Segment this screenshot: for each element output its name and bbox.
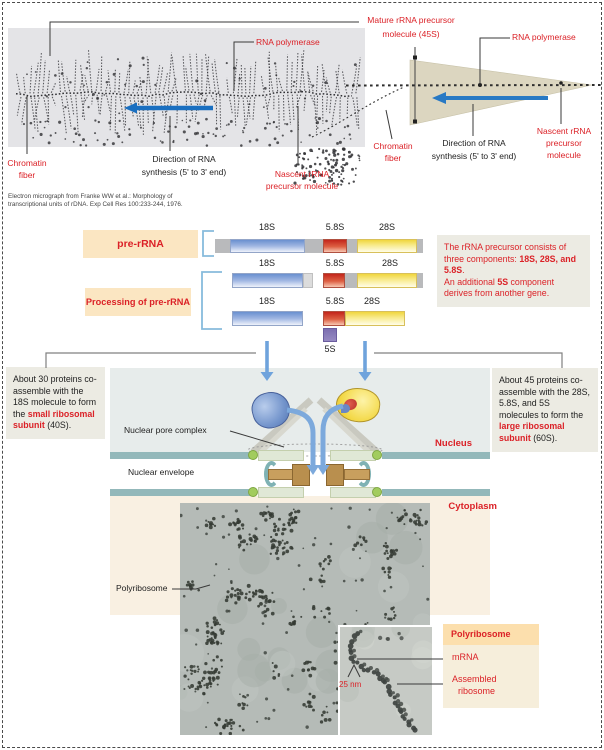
direction-label-left <box>128 153 240 178</box>
pore-granule-top-left <box>248 450 258 460</box>
note-text-3: An additional <box>444 276 498 287</box>
nuclear-pore-complex-label: Nuclear pore complex <box>124 425 207 435</box>
pore-plate-top-right <box>330 450 376 461</box>
seg-label-18s-row2: 18S <box>258 258 276 268</box>
mature-rrna-label-line2: molecule (45S) <box>382 29 440 39</box>
nuclear-envelope-bottom-right <box>382 489 490 496</box>
chromatin-fiber-label-right <box>366 140 420 164</box>
nascent-label-right-line1: Nascent rRNA <box>536 126 592 136</box>
direction-label-right-line1: Direction of RNA <box>442 138 506 148</box>
inset-card-strip <box>443 624 539 645</box>
bar-28s-row2 <box>357 273 417 288</box>
citation-line1: Electron micrograph from Franke WW et al.: Morphology of <box>8 193 173 200</box>
nascent-label-left <box>258 168 346 192</box>
mature-rrna-label <box>352 13 470 41</box>
left-note-text-2: (40S). <box>44 420 72 431</box>
nascent-label-right <box>533 125 595 161</box>
chromatin-label-right-line2: fiber <box>384 153 402 163</box>
pore-granule-top-right <box>372 450 382 460</box>
note-bold-1: 18S, 28S, and 5.8S <box>444 253 577 276</box>
pore-plate-bottom-right <box>330 487 376 498</box>
nascent-label-right-line2: precursor <box>546 138 582 148</box>
polyribosome-label: Polyribosome <box>116 583 168 593</box>
bar-5-8s-row3 <box>323 311 345 326</box>
pore-plug-shaft-right <box>344 469 370 480</box>
seg-label-5-8s-row2: 5.8S <box>325 258 345 268</box>
inset-polyribosome-label: Polyribosome <box>451 629 511 639</box>
direction-label-right-line2: synthesis (5' to 3' end) <box>431 150 517 161</box>
right-note-bold: large ribosomal subunit <box>499 421 565 443</box>
nascent-label-left-line2: precursor molecule <box>265 181 339 191</box>
bar-28s-row1 <box>357 239 417 253</box>
mature-rrna-label-line1: Mature rRNA precursor <box>367 15 455 25</box>
pre-rrna-label: pre-rRNA <box>117 238 164 250</box>
note-text-2: . <box>462 265 465 276</box>
bar-18s-row3 <box>232 311 303 326</box>
bar-18s-row2 <box>232 273 303 288</box>
subunit-rna-blue-core <box>341 404 350 413</box>
direction-label-left-line1: Direction of RNA <box>152 154 216 164</box>
right-note-text-1: About 45 proteins co-assemble with the 28S, 5.8S, and 5S molecules to form the <box>499 375 590 420</box>
chromatin-label-right-line1: Chromatin <box>373 141 413 151</box>
rna-polymerase-label-left: RNA polymerase <box>256 37 320 47</box>
chromatin-label-left-line1: Chromatin <box>7 158 47 168</box>
nuclear-envelope-label: Nuclear envelope <box>128 467 195 477</box>
bar-5s <box>323 328 337 342</box>
note-text-4: component derives from another gene. <box>444 276 555 299</box>
chromatin-fiber-label-left <box>4 157 50 181</box>
note-text-1: The rRNA precursor consists of three components: <box>444 242 567 264</box>
scale-bar-label: 25 nm <box>339 680 362 689</box>
seg-label-18s-row3: 18S <box>258 296 276 306</box>
note-bold-2: 5S <box>497 276 509 287</box>
seg-label-5-8s-row1: 5.8S <box>325 222 345 232</box>
large-subunit-note <box>492 368 598 452</box>
rrna-precursor-note <box>437 235 590 307</box>
nuclear-envelope-top-left <box>110 452 253 459</box>
pore-plug-head-left <box>292 464 310 486</box>
nascent-label-right-line3: molecule <box>546 150 582 160</box>
seg-label-28s-row3: 28S <box>363 296 381 306</box>
left-note-text-1: About 30 proteins co-assemble with the 18S molecule to form the <box>13 374 97 419</box>
bar-spacer-row2c <box>417 273 423 288</box>
seg-label-18s-row1: 18S <box>258 222 276 232</box>
chromatin-label-left-line2: fiber <box>18 170 36 180</box>
direction-label-right <box>418 137 530 162</box>
nuclear-envelope-bottom-left <box>110 489 253 496</box>
note-paragraph-1 <box>444 242 583 277</box>
pore-plug-shaft-left <box>268 469 294 480</box>
pore-plate-top-left <box>258 450 304 461</box>
bar-18s-row1 <box>230 239 305 253</box>
bar-spacer-row2a <box>303 273 313 288</box>
mrna-label: mRNA <box>452 652 479 662</box>
processing-label-box <box>85 288 191 316</box>
seg-label-5-8s-row3: 5.8S <box>325 296 345 306</box>
nuclear-envelope-top-right <box>382 452 490 459</box>
seg-label-28s-row2: 28S <box>381 258 399 268</box>
citation-line2: transcriptional units of rDNA. Exp Cell Res 100:233-244, 1976. <box>8 201 183 208</box>
assembled-ribosome-label-line1: Assembled <box>452 674 497 684</box>
bar-spacer-row2b <box>345 273 357 288</box>
pore-plug-head-right <box>326 464 344 486</box>
bar-5-8s-row2 <box>323 273 345 288</box>
cytoplasm-label: Cytoplasm <box>448 501 497 512</box>
left-note-bold: small ribosomal subunit <box>13 408 95 431</box>
pre-rrna-label-box <box>83 230 198 258</box>
nascent-label-left-line1: Nascent rRNA <box>274 169 330 179</box>
bar-5-8s-row1 <box>323 239 347 253</box>
pore-plate-bottom-left <box>258 487 304 498</box>
pore-granule-bottom-left <box>248 487 258 497</box>
small-subunit-note <box>6 367 105 439</box>
seg-label-5s: 5S <box>324 344 336 354</box>
pore-granule-bottom-right <box>372 487 382 497</box>
processing-label: Processing of pre-rRNA <box>85 297 191 307</box>
assembled-ribosome-label-line2: ribosome <box>458 686 496 696</box>
nucleus-label: Nucleus <box>435 438 472 449</box>
rna-polymerase-label-right: RNA polymerase <box>512 32 576 42</box>
right-note-text-2: (60S). <box>530 432 558 443</box>
note-paragraph-2 <box>444 277 583 300</box>
bar-28s-row3 <box>345 311 405 326</box>
seg-label-28s-row1: 28S <box>378 222 396 232</box>
direction-label-left-line2: synthesis (5' to 3' end) <box>141 166 227 177</box>
